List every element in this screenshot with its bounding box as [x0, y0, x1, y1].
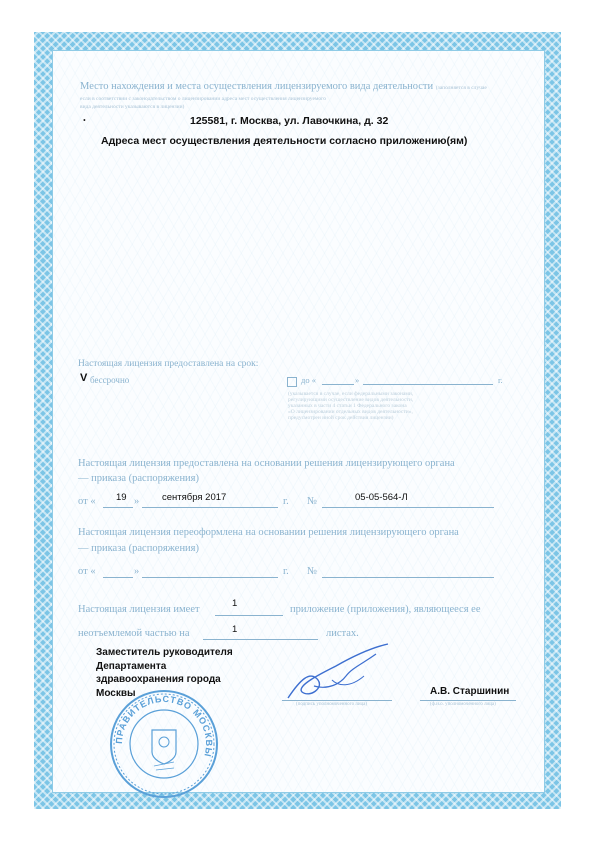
basis-day: 19: [116, 492, 127, 503]
until-year-suffix: г.: [498, 375, 503, 385]
address: 125581, г. Москва, ул. Лавочкина, д. 32: [190, 115, 389, 127]
term-note: указанных в части 4 статьи 1 Федерального закона: [288, 403, 407, 409]
places-note: Адреса мест осуществления деятельности согласно приложению(ям): [101, 135, 468, 147]
seal-text: ПРАВИТЕЛЬСТВО МОСКВЫ: [113, 693, 215, 759]
term-note: регулирующими осуществление видов деятельности,: [288, 397, 414, 403]
reformed-year-suffix: г.: [283, 566, 289, 577]
basis-day-line: [103, 507, 133, 508]
basis-line-1: Настоящая лицензия предоставлена на основании решения лицензирующего органа: [78, 458, 455, 469]
official-seal-stamp: [108, 688, 220, 800]
basis-number-line: [322, 507, 494, 508]
appendix-sheets-label: листах.: [326, 628, 359, 639]
basis-year-suffix: г.: [283, 496, 289, 507]
reformed-from-label: от «: [78, 566, 96, 577]
check-mark: V: [80, 372, 88, 384]
reformed-line-1: Настоящая лицензия переоформлена на основании решения лицензирующего органа: [78, 527, 459, 538]
basis-number: 05-05-564-Л: [355, 492, 408, 503]
appendix-after-count: приложение (приложения), являющееся ее: [290, 604, 481, 615]
appendix-sheets: 1: [232, 624, 238, 635]
reformed-day-line: [103, 577, 133, 578]
place-label: Место нахождения и места осуществления лицензируемого вида деятельности (заполняется в случае: [80, 81, 487, 92]
handwritten-signature: [280, 640, 395, 706]
name-caption: (ф.и.о. уполномоченного лица): [430, 702, 496, 707]
until-day-line: [322, 384, 354, 385]
header-note: если в соответствии с законодательством о лицензировании адреса мест осуществления лицензируемого: [80, 96, 327, 102]
appendix-integral-label: неотъемлемой частью на: [78, 628, 190, 639]
basis-number-label: №: [307, 496, 318, 507]
until-month-line: [363, 384, 493, 385]
appendix-count: 1: [232, 598, 238, 609]
signer-title: Заместитель руководителя Департамента здравоохранения города Москвы: [96, 647, 233, 699]
until-label: до «: [301, 375, 316, 385]
appendix-count-line: [215, 615, 283, 616]
reformed-close-quote: »: [134, 566, 140, 577]
basis-close-quote: »: [134, 496, 140, 507]
basis-line-2: — приказа (распоряжения): [78, 473, 200, 484]
mark-dot: •: [83, 116, 86, 125]
signature-caption: (подпись уполномоченного лица): [296, 702, 368, 707]
until-close-quote: »: [355, 375, 360, 385]
term-note: «О лицензировании отдельных видов деятельности»,: [288, 409, 413, 415]
reformed-number-label: №: [307, 566, 318, 577]
basis-month-line: [142, 507, 278, 508]
term-note: (указывается в случае, если федеральными законами,: [288, 391, 414, 397]
appendix-has-label: Настоящая лицензия имеет: [78, 604, 200, 615]
basis-month-year: сентября 2017: [162, 492, 227, 503]
name-line: [420, 700, 516, 701]
term-note: предусмотрен иной срок действия лицензии): [288, 415, 394, 421]
reformed-month-line: [142, 577, 278, 578]
reformed-line-2: — приказа (распоряжения): [78, 543, 200, 554]
header-note: вида деятельности указываются в лицензии): [80, 104, 185, 110]
indefinite-label: бессрочно: [90, 375, 130, 385]
basis-from-label: от «: [78, 496, 96, 507]
reformed-number-line: [322, 577, 494, 578]
term-title: Настоящая лицензия предоставлена на срок:: [78, 359, 259, 369]
signer-name: А.В. Старшинин: [430, 686, 510, 697]
until-checkbox: [287, 377, 297, 387]
